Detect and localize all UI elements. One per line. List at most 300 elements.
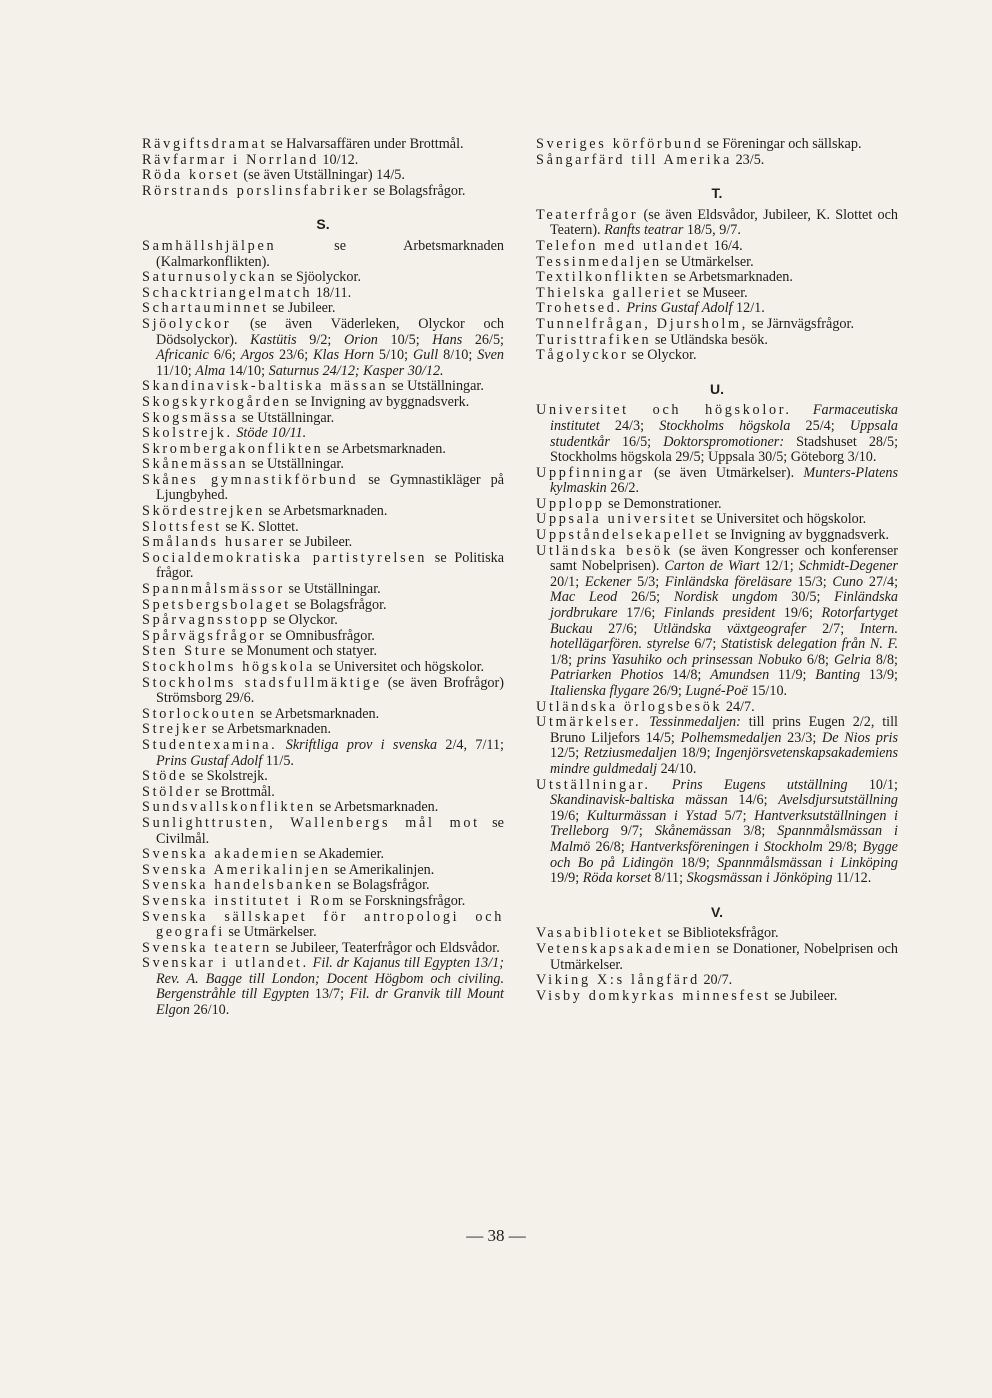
entry-text: se Järnvägsfrågor. — [748, 315, 854, 332]
entry-italic-text: Fil. dr Kajanus till Egypten 13/1; Rev. A. Bagge till London; Docent Högbom och civiling. Bergenstråhle till Egypten — [156, 955, 504, 1003]
index-entry-turisttrafiken — [536, 333, 898, 349]
entry-text: 20/1; — [550, 573, 585, 590]
entry-text: se Universitet och högskolor. — [315, 659, 485, 675]
entry-italic-text: Africanic — [156, 347, 209, 364]
entry-text: se Utställningar. — [238, 409, 335, 426]
entry-headword: Sten Sture — [142, 643, 228, 660]
index-entry-visby-domkyrkas-minnesfest — [536, 989, 898, 1005]
entry-text: se Olyckor. — [628, 347, 697, 364]
index-entry-strejker — [142, 722, 504, 738]
entry-text: 26/2. — [606, 480, 640, 497]
entry-italic-text: Finländska föreläsare — [664, 573, 792, 590]
entry-text: 8/11; — [650, 870, 687, 887]
index-entry-teaterfragor — [536, 208, 898, 239]
entry-headword: Saturnusolyckan — [142, 269, 278, 286]
entry-italic-text: Argos — [240, 347, 275, 364]
section-gap — [142, 199, 504, 213]
entry-italic-text: Hantverksföreningen i Stockholm — [629, 838, 823, 855]
entry-italic-text: Spannmålsmässan i Malmö — [550, 823, 898, 855]
entry-italic-text: Utländska växtgeografer — [652, 620, 807, 637]
entry-text: 26/9; — [649, 683, 686, 699]
entry-text: (se även Utställningar) 14/5. — [239, 167, 405, 184]
entry-text: se Arbetsmarknaden. — [315, 799, 439, 816]
entry-headword: Slottsfest — [142, 518, 222, 535]
entry-text: 29/8; — [822, 838, 863, 855]
index-entry-skanes-gymnastikforbund — [142, 473, 504, 504]
entry-headword: Svenska Amerikalinjen — [142, 861, 331, 878]
entry-headword: Studentexamina. — [142, 736, 278, 753]
section-letter-t: T. — [711, 185, 723, 202]
index-entry-uppfinningar — [536, 466, 898, 497]
entry-text: 26/5; — [617, 589, 674, 606]
entry-italic-text: Mac Leod — [550, 589, 618, 606]
index-entry-svenska-akademien — [142, 847, 504, 863]
entry-text: se Arbetsmarknaden. — [208, 721, 332, 738]
entry-italic-text: Fil. dr Granvik till Mount Elgon — [156, 986, 504, 1019]
entry-text: (se även Eldsvådor, Jubileer, K. Slottet och Teatern). — [550, 206, 898, 239]
entry-headword: Skogsmässa — [142, 409, 239, 426]
index-entry-storlockouten — [142, 707, 504, 723]
index-entry-schartauminnet — [142, 301, 504, 317]
entry-headword: Textilkonflikten — [536, 269, 671, 286]
entry-text: se Amerikalinjen. — [330, 861, 435, 878]
entry-italic-text: Nordisk ungdom — [673, 589, 778, 606]
entry-text: se Jubileer. — [268, 300, 336, 317]
entry-text: 20/7. — [699, 972, 733, 989]
entry-headword: Utställningar. — [536, 776, 651, 793]
entry-headword: Stockholms högskola — [142, 659, 316, 675]
entry-headword: Stockholms stadsfullmäktige — [142, 674, 382, 691]
entry-text: se Jubileer. — [770, 987, 838, 1004]
entry-headword: Sveriges körförbund — [536, 136, 704, 152]
entry-text: 19/6; — [550, 807, 587, 824]
entry-headword: Schartauminnet — [142, 300, 269, 317]
index-entry-smalands-husarer — [142, 535, 504, 551]
index-entry-ravfarmar-i-norrland — [142, 153, 504, 169]
entry-italic-text: Uppsala studentkår — [550, 417, 898, 450]
entry-italic-text: Doktorspromotioner: — [663, 433, 785, 450]
entry-text: se Donationer, Nobelprisen och Utmärkelser. — [550, 940, 898, 973]
entry-italic-text: Gelria — [833, 651, 871, 668]
index-entry-sparvagsfragor — [142, 629, 504, 645]
entry-text: 23/3; — [781, 729, 822, 746]
index-entry-uppstandelsekapellet — [536, 528, 898, 544]
index-entry-schacktriangelmatch — [142, 286, 504, 302]
entry-text: 23/6; — [274, 347, 314, 364]
entry-headword: Skrombergakonflikten — [142, 440, 324, 457]
entry-italic-text: Prins Gustaf Adolf — [626, 300, 733, 317]
index-entry-vetenskapsakademien — [536, 942, 898, 973]
index-entry-utstallningar — [536, 778, 898, 887]
entry-text: 1/8; — [550, 651, 578, 668]
entry-text: se Bolagsfrågor. — [290, 596, 387, 613]
index-entry-skanemassan — [142, 457, 504, 473]
entry-text: 18/11. — [312, 284, 352, 301]
page-number: — 38 — — [466, 1226, 526, 1245]
entry-italic-text: Polhemsmedaljen — [680, 729, 782, 746]
entry-text: 17/6; — [617, 605, 664, 622]
index-entry-stode — [142, 769, 504, 785]
entry-italic-text: Stöde 10/11. — [236, 425, 307, 442]
entry-text: 2/7; — [806, 620, 860, 637]
index-entry-sten-sture — [142, 644, 504, 660]
entry-text: 11/10; — [156, 362, 196, 379]
entry-text: se Museer. — [683, 284, 748, 301]
entry-text: se Universitet och högskolor. — [697, 511, 867, 528]
entry-headword: Svenskar i utlandet. — [142, 955, 309, 972]
entry-italic-text: Schmidt-Degener — [798, 558, 898, 575]
index-entry-sunlighttrusten-wallenbergs-mal-mot — [142, 816, 504, 847]
entry-text: 5/3; — [631, 573, 665, 590]
entry-italic-text: Skriftliga prov i svenska — [285, 736, 438, 753]
entry-italic-text: Prins Eugens utställning — [671, 776, 848, 793]
index-entry-svenska-handelsbanken — [142, 878, 504, 894]
entry-text: se Politiska frågor. — [156, 549, 504, 582]
index-entry-ravgiftsdramat — [142, 137, 504, 153]
entry-headword: Uppfinningar — [536, 464, 645, 481]
entry-text: (se även Utmärkelser). — [644, 464, 804, 481]
entry-text: 10/12. — [318, 151, 359, 168]
entry-text: se Gymnastikläger på Ljungbyhed. — [156, 471, 505, 504]
entry-text: se Arbetsmarknaden. — [264, 503, 388, 520]
entry-headword: Teaterfrågor — [536, 206, 639, 223]
entry-text: se Utställningar. — [248, 456, 344, 473]
index-entry-sundsvallskonflikten — [142, 800, 504, 816]
entry-headword: Utmärkelser. — [536, 714, 642, 731]
entry-headword: Skandinavisk-baltiska mässan — [142, 378, 389, 395]
entry-text: 10/1; — [847, 776, 898, 793]
index-entry-skogsmassa — [142, 411, 504, 427]
entry-headword: Schacktriangelmatch — [142, 284, 313, 301]
entry-text: se Utställningar. — [284, 581, 381, 598]
entry-headword: Stöde — [142, 768, 188, 785]
entry-text: 9/2; — [296, 331, 344, 348]
entry-headword: Telefon med utlandet — [536, 237, 711, 254]
entry-headword: Svenska akademien — [142, 846, 301, 863]
entry-text: 6/7; — [689, 636, 722, 653]
entry-headword: Svenska institutet i Rom — [142, 892, 346, 909]
entry-headword: Tågolyckor — [536, 347, 629, 364]
section-letter-v: V. — [711, 903, 723, 920]
entry-text: 9/7; — [608, 823, 655, 840]
entry-text: 11/12. — [832, 870, 872, 887]
entry-headword: Spannmålsmässor — [142, 581, 285, 598]
entry-italic-text: Skogsmässan i Jönköping — [686, 870, 833, 887]
entry-italic-text: Röda korset — [582, 870, 651, 887]
index-entry-svenska-sallskapet-for-antropologi-och-geografi — [142, 910, 504, 941]
entry-text: se Biblioteksfrågor. — [663, 925, 779, 942]
entry-headword: Vetenskapsakademien — [536, 940, 713, 957]
entry-headword: Spårvagnsstopp — [142, 612, 270, 629]
entry-headword: Trohetsed. — [536, 300, 623, 317]
entry-text: se Skolstrejk. — [187, 768, 268, 785]
entry-headword: Viking X:s långfärd — [536, 972, 700, 989]
index-entry-samhallshjalpen — [142, 239, 504, 270]
index-entry-stockholms-hogskola — [142, 660, 504, 676]
entry-headword: Rävfarmar i Norrland — [142, 151, 319, 168]
entry-headword: Vasabiblioteket — [536, 925, 664, 942]
index-entry-trohetsed — [536, 301, 898, 317]
entry-text: se Arbetsmarknaden. — [670, 269, 793, 286]
entry-text: se Invigning av byggnadsverk. — [291, 393, 470, 410]
entry-italic-text: Klas Horn — [313, 347, 374, 364]
entry-text: 6/6; — [208, 347, 241, 364]
entry-headword: Stölder — [142, 783, 202, 800]
entry-headword: Spetsbergsbolaget — [142, 596, 291, 613]
entry-italic-text: Amundsen — [710, 667, 770, 684]
index-entry-upplopp — [536, 497, 898, 513]
entry-italic-text: Ingenjörsvetenskapsakademiens mindre guldmedalj — [550, 745, 898, 777]
index-entry-skordestrejken — [142, 504, 504, 520]
entry-text: se Akademier. — [300, 846, 385, 863]
section-gap — [536, 364, 898, 378]
entry-text: se Halvarsaffären under Brottmål. — [267, 136, 464, 152]
entry-italic-text: Hans — [432, 331, 463, 348]
entry-text: 14/6; — [727, 792, 779, 809]
entry-text: 27/6; — [592, 620, 653, 637]
entry-text: 23/5. — [732, 151, 765, 168]
entry-italic-text: Saturnus 24/12; Kasper 30/12. — [268, 362, 444, 379]
entry-text: 27/4; — [863, 573, 899, 590]
index-entry-utlandska-besok — [536, 544, 898, 700]
index-entry-uppsala-universitet — [536, 512, 898, 528]
entry-text — [641, 714, 649, 730]
entry-text: 6/8; — [801, 651, 834, 668]
entry-headword: Skånes gymnastikförbund — [142, 471, 359, 488]
entry-headword: Rävgiftsdramat — [142, 136, 268, 152]
entry-text: 10/5; — [377, 331, 433, 348]
entry-text: 8/10; — [438, 347, 478, 364]
entry-text: se Utmärkelser. — [661, 253, 754, 270]
entry-headword: Svenska teatern — [142, 939, 272, 956]
entry-italic-text: Patriarken Photios — [550, 667, 664, 684]
left-column — [142, 137, 504, 1019]
entry-italic-text: Farmaceutiska institutet — [550, 402, 898, 434]
entry-text: 30/5; — [777, 589, 835, 606]
entry-headword: Tessinmedaljen — [536, 253, 662, 270]
entry-text: se Jubileer. — [285, 534, 353, 551]
entry-italic-text: Lugné-Poë — [685, 683, 748, 699]
entry-text: se Jubileer, Teaterfrågor och Eldsvådor. — [271, 939, 500, 956]
entry-headword: Universitet och högskolor. — [536, 402, 792, 419]
entry-text: 3/8; — [731, 823, 778, 840]
entry-headword: Skördestrejken — [142, 503, 265, 520]
entry-headword: Socialdemokratiska partistyrelsen — [142, 549, 428, 566]
index-entry-vasabiblioteket — [536, 926, 898, 942]
entry-text: se Brottmål. — [201, 783, 275, 800]
entry-italic-text: Finländska jordbrukare — [550, 589, 898, 622]
entry-text: se K. Slottet. — [221, 518, 299, 535]
entry-italic-text: Bygge och Bo på Lidingön — [550, 838, 898, 871]
section-letter-s: S. — [316, 216, 330, 233]
entry-headword: Upplopp — [536, 495, 605, 512]
entry-italic-text: Banting — [815, 667, 861, 684]
entry-text: se Arbetsmarknaden. — [323, 440, 446, 457]
entry-text: 11/9; — [769, 667, 816, 684]
entry-text: 5/7; — [716, 807, 755, 824]
index-entry-saturnusolyckan — [142, 270, 504, 286]
entry-text: se Arbetsmarknaden (Kalmarkonflikten). — [156, 237, 504, 270]
entry-italic-text: Spannmålsmässan i Linköping — [717, 854, 898, 871]
index-entry-universitet-och-hogskolor — [536, 403, 898, 465]
section-letter-u: U. — [710, 380, 724, 397]
index-entry-stockholms-stadsfullmaktige — [142, 676, 504, 707]
index-entry-rorstrands-porslinsfabriker — [142, 184, 504, 200]
entry-headword: Uppsala universitet — [536, 511, 698, 528]
entry-text: 18/9; — [676, 745, 716, 762]
entry-text: 13/9; — [860, 667, 898, 684]
entry-text — [651, 777, 672, 793]
entry-headword: Svenska sällskapet för antropologi och geografi — [142, 908, 504, 941]
entry-italic-text: Gull — [412, 347, 439, 364]
entry-headword: Sångarfärd till Amerika — [536, 151, 733, 168]
entry-text: 2/4, 7/11; — [437, 736, 504, 753]
entry-headword: Visby domkyrkas minnesfest — [536, 987, 771, 1004]
entry-text: se Monument och statyer. — [227, 643, 378, 660]
entry-text: 15/3; — [791, 573, 833, 590]
entry-text: se Bolagsfrågor. — [333, 877, 430, 894]
entry-text: se Demonstrationer. — [604, 495, 722, 512]
entry-italic-text: Skandinavisk-baltiska mässan — [550, 792, 728, 809]
right-column — [536, 137, 898, 1004]
entry-italic-text: Hantverksutställningen i Trelleborg — [550, 807, 898, 840]
entry-text: Stadshuset 28/5; Stockholms högskola 29/5; Uppsala 30/5; Göteborg 3/10. — [550, 433, 899, 466]
entry-italic-text: Avelsdjursutställning — [778, 792, 899, 809]
index-entry-spannmalsmassor — [142, 582, 504, 598]
index-entry-svenska-institutet-i-rom — [142, 894, 504, 910]
entry-text: (se även Väderleken, Olyckor och Dödsolyckor). — [156, 315, 504, 348]
index-entry-utlandska-orlogsbesok — [536, 700, 898, 716]
entry-text: se Utländska besök. — [651, 331, 768, 348]
entry-text: 16/5; — [609, 433, 664, 450]
index-entry-tessinmedaljen — [536, 255, 898, 271]
entry-italic-text: prins Yasuhiko och prinsessan Nobuko — [577, 651, 802, 668]
entry-headword: Tunnelfrågan, Djursholm, — [536, 315, 749, 332]
index-entry-textilkonflikten — [536, 270, 898, 286]
entry-italic-text: De Nios pris — [821, 729, 898, 746]
index-entry-stolder — [142, 785, 504, 801]
entry-text: (se även Kongresser och konferenser samt Nobelprisen). — [550, 542, 898, 575]
entry-italic-text: Tessinmedaljen: — [649, 714, 741, 731]
entry-text: till prins Eugen 2/2, till Bruno Liljefors 14/5; — [550, 714, 898, 746]
entry-text: 24/7. — [722, 698, 755, 715]
entry-text: 11/5. — [262, 752, 294, 769]
entry-text — [277, 737, 285, 753]
index-entry-studentexamina — [142, 738, 504, 769]
entry-text: 18/5, 9/7. — [683, 222, 741, 239]
entry-italic-text: Munters-Platens kylmaskin — [550, 464, 898, 497]
entry-text: 26/8; — [590, 838, 630, 855]
entry-italic-text: Italienska flygare — [550, 683, 650, 699]
entry-italic-text: Rotorfartyget Buckau — [550, 605, 898, 637]
index-entry-svenska-teatern — [142, 941, 504, 957]
entry-text: se Sjöolyckor. — [277, 269, 361, 286]
entry-text: 24/3; — [599, 417, 660, 434]
entry-headword: Skogskyrkogården — [142, 393, 292, 410]
entry-text: 14/10; — [225, 362, 269, 379]
entry-text: 8/8; — [870, 651, 898, 668]
entry-headword: Uppståndelsekapellet — [536, 527, 712, 544]
entry-headword: Strejker — [142, 721, 209, 738]
entry-headword: Svenska handelsbanken — [142, 877, 334, 894]
entry-headword: Skolstrejk. — [142, 425, 233, 442]
entry-text: (se även Brofrågor) Strömsborg 29/6. — [156, 674, 504, 707]
index-entry-sveriges-korforbund — [536, 137, 898, 153]
index-entry-sparvagnsstopp — [142, 613, 504, 629]
entry-italic-text: Cuno — [832, 573, 864, 590]
entry-italic-text: Orion — [343, 331, 378, 348]
index-entry-roda-korset — [142, 168, 504, 184]
entry-text: 13/7; — [309, 986, 350, 1003]
entry-text: 18/9; — [673, 854, 718, 871]
entry-headword: Skånemässan — [142, 456, 249, 473]
entry-headword: Utländska örlogsbesök — [536, 698, 723, 715]
index-entry-sangarfard-till-amerika — [536, 153, 898, 169]
entry-headword: Smålands husarer — [142, 534, 286, 551]
entry-italic-text: Eckener — [584, 573, 632, 590]
entry-headword: Thielska galleriet — [536, 284, 684, 301]
entry-text: se Olyckor. — [269, 612, 338, 629]
entry-headword: Spårvägsfrågor — [142, 627, 267, 644]
index-entry-slottsfest — [142, 520, 504, 536]
entry-italic-text: Stockholms högskola — [659, 417, 791, 434]
entry-text: se Omnibusfrågor. — [266, 627, 375, 644]
index-entry-viking-x-s-langfard — [536, 973, 898, 989]
entry-text: se Invigning av byggnadsverk. — [711, 527, 890, 544]
entry-text: 19/6; — [775, 605, 822, 622]
index-entry-tagolyckor — [536, 348, 898, 364]
entry-italic-text: Skånemässan — [654, 823, 732, 840]
entry-text: 24/10. — [657, 760, 697, 777]
index-entry-utmarkelser — [536, 715, 898, 777]
entry-headword: Sjöolyckor — [142, 315, 232, 332]
entry-text: 12/1. — [732, 300, 765, 317]
entry-italic-text: Finlands president — [663, 605, 776, 622]
section-gap — [536, 168, 898, 182]
entry-headword: Sunlighttrusten, Wallenbergs mål mot — [142, 814, 480, 831]
entry-text: 12/1; — [759, 558, 799, 575]
entry-italic-text: Ranfts teatrar — [604, 222, 684, 239]
entry-text: 16/4. — [710, 237, 743, 254]
entry-italic-text: Statistisk delegation från N. F. — [721, 636, 898, 653]
section-gap — [536, 887, 898, 901]
entry-headword: Samhällshjälpen — [142, 237, 277, 254]
index-entry-socialdemokratiska-partistyrelsen — [142, 551, 504, 582]
entry-text: se Bolagsfrågor. — [369, 182, 466, 199]
entry-headword: Rörstrands porslinsfabriker — [142, 182, 370, 199]
entry-headword: Utländska besök — [536, 542, 674, 559]
entry-italic-text: Retziusmedaljen — [583, 745, 677, 762]
entry-text: 19/9; — [550, 870, 583, 887]
entry-text: se Civilmål. — [156, 814, 504, 847]
entry-italic-text: Alma — [195, 362, 226, 379]
entry-text: 26/10. — [189, 1002, 230, 1019]
entry-headword: Röda korset — [142, 167, 240, 184]
index-entry-skrombergakonflikten — [142, 442, 504, 458]
index-entry-thielska-galleriet — [536, 286, 898, 302]
index-entry-svenskar-i-utlandet — [142, 956, 504, 1018]
index-entry-spetsbergsbolaget — [142, 598, 504, 614]
entry-text: se Utmärkelser. — [224, 924, 317, 941]
entry-headword: Turisttrafiken — [536, 331, 652, 348]
entry-text: 14/8; — [663, 667, 711, 684]
entry-text: se Utställningar. — [388, 378, 484, 395]
index-entry-svenska-amerikalinjen — [142, 863, 504, 879]
entry-headword: Storlockouten — [142, 705, 257, 722]
entry-text: se Föreningar och sällskap. — [703, 136, 862, 152]
entry-headword: Sundsvallskonflikten — [142, 799, 316, 816]
entry-text: 15/10. — [747, 683, 788, 699]
